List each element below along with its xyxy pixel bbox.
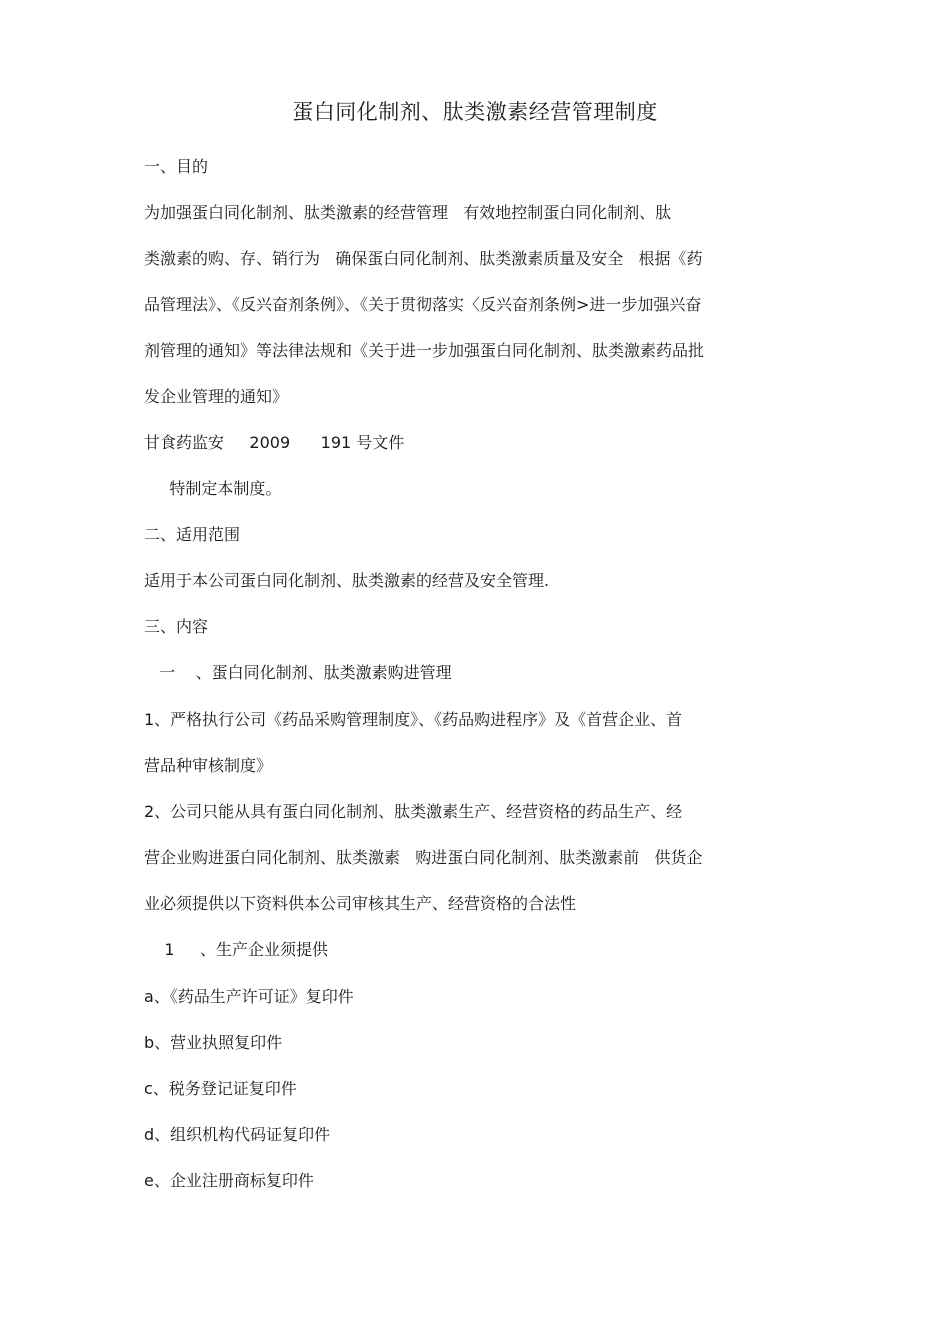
list-item-continuation: 业必须提供以下资料供本公司审核其生产、经营资格的合法性 — [144, 894, 577, 913]
paragraph-line: 品管理法》、《反兴奋剂条例》、《关于贯彻落实〈反兴奋剂条例>进一步加强兴奋 — [144, 295, 702, 314]
sub-list-item: b、营业执照复印件 — [144, 1033, 283, 1052]
paragraph-line: 发企业管理的通知》 — [144, 387, 289, 406]
paragraph-line: 适用于本公司蛋白同化制剂、肽类激素的经营及安全管理. — [144, 571, 550, 590]
sub-list-heading: 1 、生产企业须提供 — [144, 940, 328, 959]
subsection-heading: 一 、蛋白同化制剂、肽类激素购进管理 — [144, 663, 452, 682]
document-reference: 甘食药监安 2009 191 号文件 — [144, 433, 405, 452]
sub-list-item: c、税务登记证复印件 — [144, 1079, 297, 1098]
document-title: 蛋白同化制剂、肽类激素经营管理制度 — [292, 100, 658, 124]
list-item-continuation: 营企业购进蛋白同化制剂、肽类激素 购进蛋白同化制剂、肽类激素前 供货企 — [144, 848, 703, 867]
paragraph-line: 特制定本制度。 — [144, 479, 282, 498]
paragraph-line: 剂管理的通知》等法律法规和《关于进一步加强蛋白同化制剂、肽类激素药品批 — [144, 341, 705, 360]
section-heading-content: 三、内容 — [144, 617, 209, 636]
paragraph-line: 类激素的购、存、销行为 确保蛋白同化制剂、肽类激素质量及安全 根据《药 — [144, 249, 703, 268]
section-heading-scope: 二、适用范围 — [144, 525, 241, 544]
section-heading-purpose: 一、目的 — [144, 157, 209, 176]
sub-list-item: e、企业注册商标复印件 — [144, 1171, 314, 1190]
list-item-continuation: 营品种审核制度》 — [144, 756, 273, 775]
list-item: 2、公司只能从具有蛋白同化制剂、肽类激素生产、经营资格的药品生产、经 — [144, 802, 683, 821]
paragraph-line: 为加强蛋白同化制剂、肽类激素的经营管理 有效地控制蛋白同化制剂、肽 — [144, 203, 672, 222]
list-item: 1、严格执行公司《药品采购管理制度》、《药品购进程序》及《首营企业、首 — [144, 710, 683, 729]
sub-list-item: a、《药品生产许可证》复印件 — [144, 987, 354, 1006]
sub-list-item: d、组织机构代码证复印件 — [144, 1125, 331, 1144]
